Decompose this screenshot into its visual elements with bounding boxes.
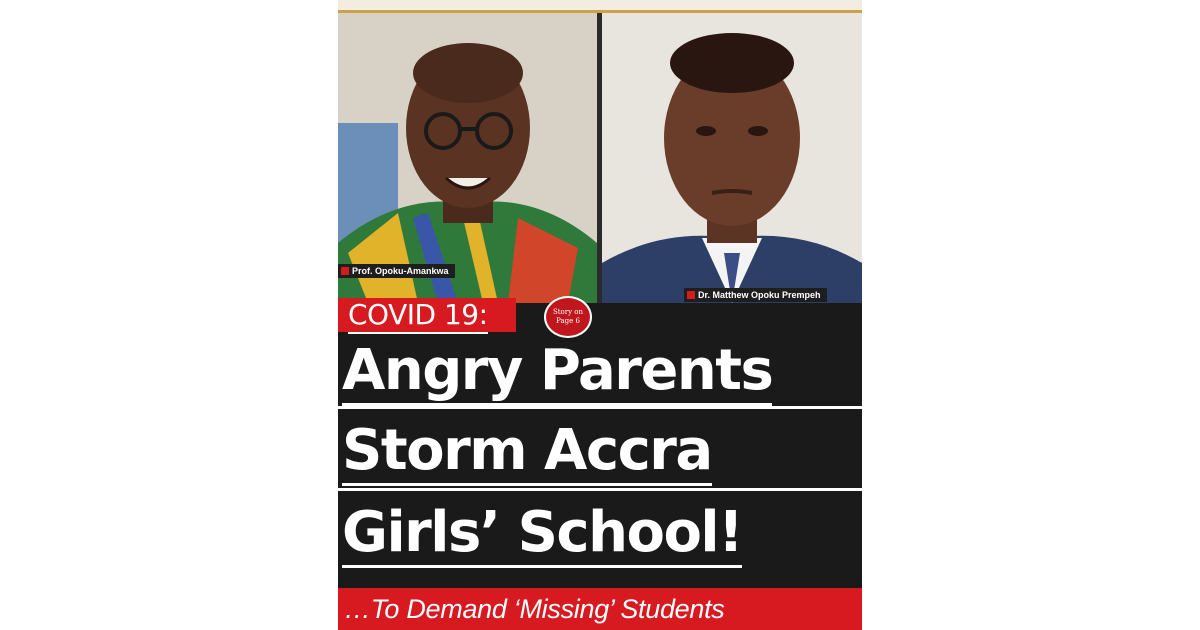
headline-line-1	[342, 338, 772, 404]
story-seal-line2: Page 6	[556, 317, 580, 325]
kicker-band	[338, 296, 862, 336]
story-seal-line1: Story on	[552, 308, 584, 316]
sub-headline-strap: …To Demand ‘Missing’ Students	[338, 588, 862, 630]
portrait-illustration-right	[602, 13, 862, 303]
kicker-label-box	[338, 298, 516, 332]
photo-caption-right: Dr. Matthew Opoku Prempeh	[684, 288, 827, 302]
headline-rule-1	[338, 406, 862, 409]
headline-line-3	[342, 500, 742, 566]
photo-left-portrait	[338, 13, 597, 303]
headline-line-1-text: Angry Parents	[342, 338, 772, 406]
story-on-page-seal	[544, 296, 592, 338]
photo-caption-left: Prof. Opoku-Amankwa	[338, 264, 455, 278]
headline-line-2-text: Storm Accra	[342, 418, 712, 486]
headline-line-2	[342, 418, 712, 484]
photo-right-portrait	[602, 13, 862, 303]
headline-line-3-text: Girls’ School!	[342, 500, 742, 568]
portrait-illustration-left	[338, 13, 597, 303]
newspaper-front-page	[338, 0, 862, 630]
headline-block	[338, 338, 862, 586]
kicker-label: COVID 19:	[348, 298, 488, 334]
headline-rule-2	[338, 488, 862, 491]
masthead-strip	[338, 0, 862, 13]
